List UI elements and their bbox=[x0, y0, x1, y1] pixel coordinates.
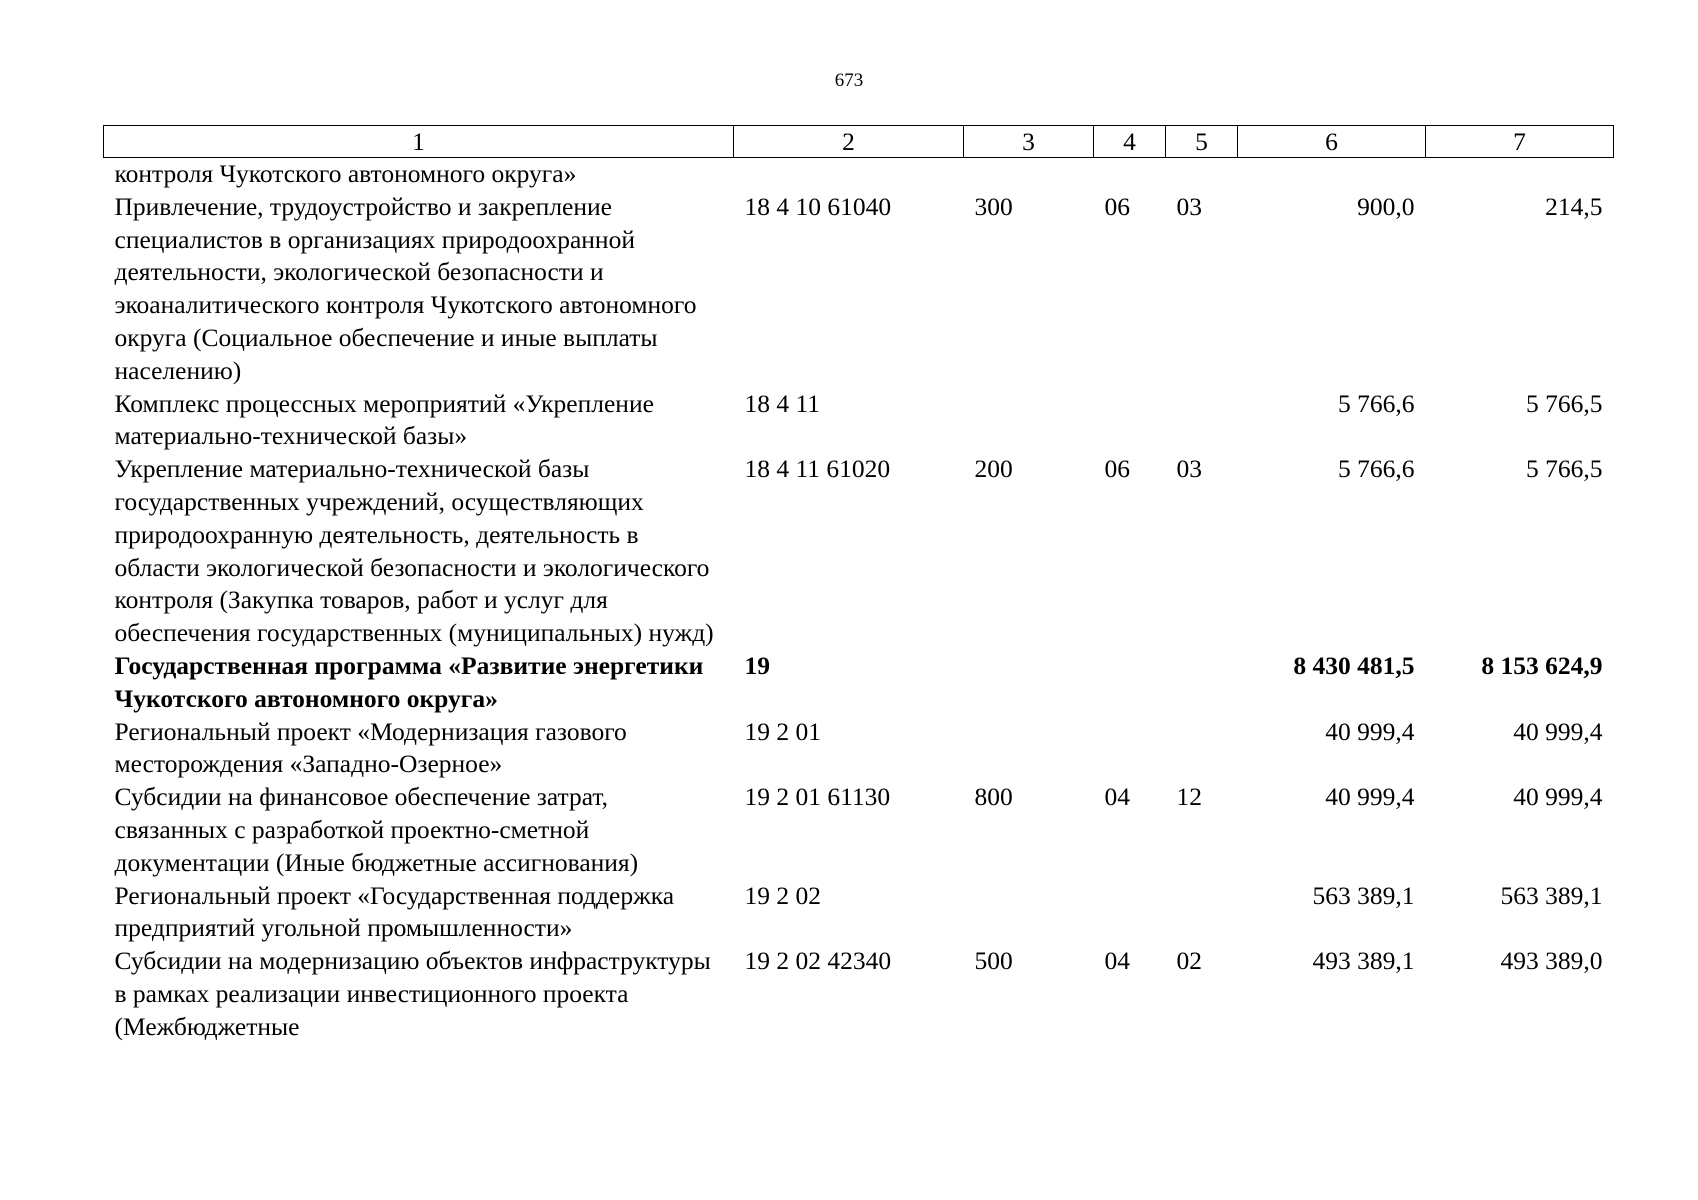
row-name-cell: Государственная программа «Развитие энергетики Чукотского автономного округа» bbox=[114, 650, 704, 713]
row-sum2-cell: 5 766,5 bbox=[1526, 388, 1603, 418]
header-row bbox=[104, 126, 1614, 158]
row-pr-cell bbox=[1166, 716, 1238, 782]
row-sum1-cell: 40 999,4 bbox=[1325, 716, 1415, 746]
row-sum2-cell: 5 766,5 bbox=[1526, 454, 1603, 484]
row-sum1-cell: 40 999,4 bbox=[1325, 782, 1415, 812]
row-code-cell: 18 4 10 61040 bbox=[744, 191, 892, 221]
row-sum2-cell: 40 999,4 bbox=[1513, 782, 1603, 812]
header-cell-6: 6 bbox=[1238, 126, 1426, 158]
row-vr-cell: 200 bbox=[974, 454, 1013, 484]
table-row bbox=[104, 191, 1614, 388]
row-name-cell: Региональный проект «Государственная поддержка предприятий угольной промышленности» bbox=[114, 880, 675, 943]
row-sum1-cell: 900,0 bbox=[1357, 191, 1415, 221]
table-row bbox=[104, 158, 1614, 191]
row-pr-cell bbox=[1166, 158, 1238, 191]
row-pr-cell bbox=[1166, 880, 1238, 946]
row-pr-cell bbox=[1166, 388, 1238, 454]
row-sum2-cell: 40 999,4 bbox=[1513, 716, 1603, 746]
header-cell-3: 3 bbox=[964, 126, 1094, 158]
budget-table bbox=[103, 125, 1614, 1044]
header-cell-4: 4 bbox=[1094, 126, 1166, 158]
header-cell-5: 5 bbox=[1166, 126, 1238, 158]
row-pr-cell: 02 bbox=[1176, 946, 1202, 976]
row-code-cell: 19 2 01 bbox=[744, 716, 821, 746]
row-code-cell: 18 4 11 bbox=[744, 388, 821, 418]
table-row bbox=[104, 650, 1614, 716]
table-row bbox=[104, 781, 1614, 879]
row-code-cell: 19 2 02 bbox=[744, 880, 821, 910]
row-name-cell: контроля Чукотского автономного округа» bbox=[114, 159, 577, 188]
row-vr-cell bbox=[964, 716, 1094, 782]
row-pr-cell: 03 bbox=[1176, 191, 1202, 221]
row-name-cell: Субсидии на финансовое обеспечение затрат, связанных с разработкой проектно-сметной документации (Иные бюджетные ассигнования) bbox=[114, 782, 639, 877]
table-body bbox=[104, 158, 1614, 1044]
row-pr-cell: 12 bbox=[1176, 782, 1202, 812]
table-row bbox=[104, 880, 1614, 946]
row-rz-cell bbox=[1094, 158, 1166, 191]
row-sum2-cell bbox=[1426, 158, 1614, 191]
row-rz-cell bbox=[1094, 388, 1166, 454]
row-code-cell: 19 2 01 61130 bbox=[744, 782, 891, 812]
row-sum1-cell: 493 389,1 bbox=[1312, 946, 1415, 976]
row-sum1-cell: 5 766,6 bbox=[1338, 388, 1415, 418]
table-row bbox=[104, 388, 1614, 454]
row-name-cell: Комплекс процессных мероприятий «Укрепление материально-технической базы» bbox=[114, 388, 654, 451]
row-rz-cell bbox=[1094, 650, 1166, 716]
row-vr-cell bbox=[964, 158, 1094, 191]
row-vr-cell: 800 bbox=[974, 782, 1013, 812]
row-sum2-cell: 214,5 bbox=[1545, 191, 1603, 221]
row-name-cell: Укрепление материально-технической базы государственных учреждений, осуществляющих природоохранную деятельность, деятельность в области экологической безопасности и экологического контроля (Закупка товаров, работ и услуг для обеспечения государственных (муниципальных) нужд) bbox=[114, 454, 714, 648]
row-sum1-cell: 5 766,6 bbox=[1338, 454, 1415, 484]
table-row bbox=[104, 453, 1614, 650]
row-vr-cell: 300 bbox=[974, 191, 1013, 221]
row-vr-cell bbox=[964, 388, 1094, 454]
row-name-cell: Региональный проект «Модернизация газового месторождения «Западно-Озерное» bbox=[114, 716, 627, 779]
header-cell-1: 1 bbox=[104, 126, 734, 158]
row-code-cell bbox=[734, 158, 964, 191]
page-number: 673 bbox=[834, 70, 864, 91]
row-sum2-cell: 8 153 624,9 bbox=[1481, 650, 1603, 680]
header-cell-7: 7 bbox=[1426, 126, 1614, 158]
row-rz-cell: 04 bbox=[1104, 782, 1130, 812]
row-vr-cell bbox=[964, 650, 1094, 716]
row-rz-cell: 06 bbox=[1104, 191, 1130, 221]
row-sum1-cell: 8 430 481,5 bbox=[1293, 650, 1415, 680]
row-rz-cell bbox=[1094, 880, 1166, 946]
row-pr-cell bbox=[1166, 650, 1238, 716]
row-pr-cell: 03 bbox=[1176, 454, 1202, 484]
row-rz-cell: 04 bbox=[1104, 946, 1130, 976]
row-name-cell: Субсидии на модернизацию объектов инфраструктуры в рамках реализации инвестиционного проекта (Межбюджетные bbox=[114, 946, 711, 1041]
row-sum1-cell bbox=[1238, 158, 1426, 191]
table-row bbox=[104, 716, 1614, 782]
table-row bbox=[104, 945, 1614, 1043]
row-sum2-cell: 493 389,0 bbox=[1500, 946, 1603, 976]
row-sum2-cell: 563 389,1 bbox=[1500, 880, 1603, 910]
row-vr-cell: 500 bbox=[974, 946, 1013, 976]
row-rz-cell bbox=[1094, 716, 1166, 782]
row-code-cell: 19 bbox=[744, 650, 770, 680]
row-sum1-cell: 563 389,1 bbox=[1312, 880, 1415, 910]
row-vr-cell bbox=[964, 880, 1094, 946]
row-code-cell: 18 4 11 61020 bbox=[744, 454, 891, 484]
table-header bbox=[104, 126, 1614, 158]
header-cell-2: 2 bbox=[734, 126, 964, 158]
row-name-cell: Привлечение, трудоустройство и закрепление специалистов в организациях природоохранной деятельности, экологической безопасности и экоаналитического контроля Чукотского автономного округа (Социальное обеспечение и иные выплаты населению) bbox=[114, 191, 697, 385]
row-rz-cell: 06 bbox=[1104, 454, 1130, 484]
row-code-cell: 19 2 02 42340 bbox=[744, 946, 892, 976]
